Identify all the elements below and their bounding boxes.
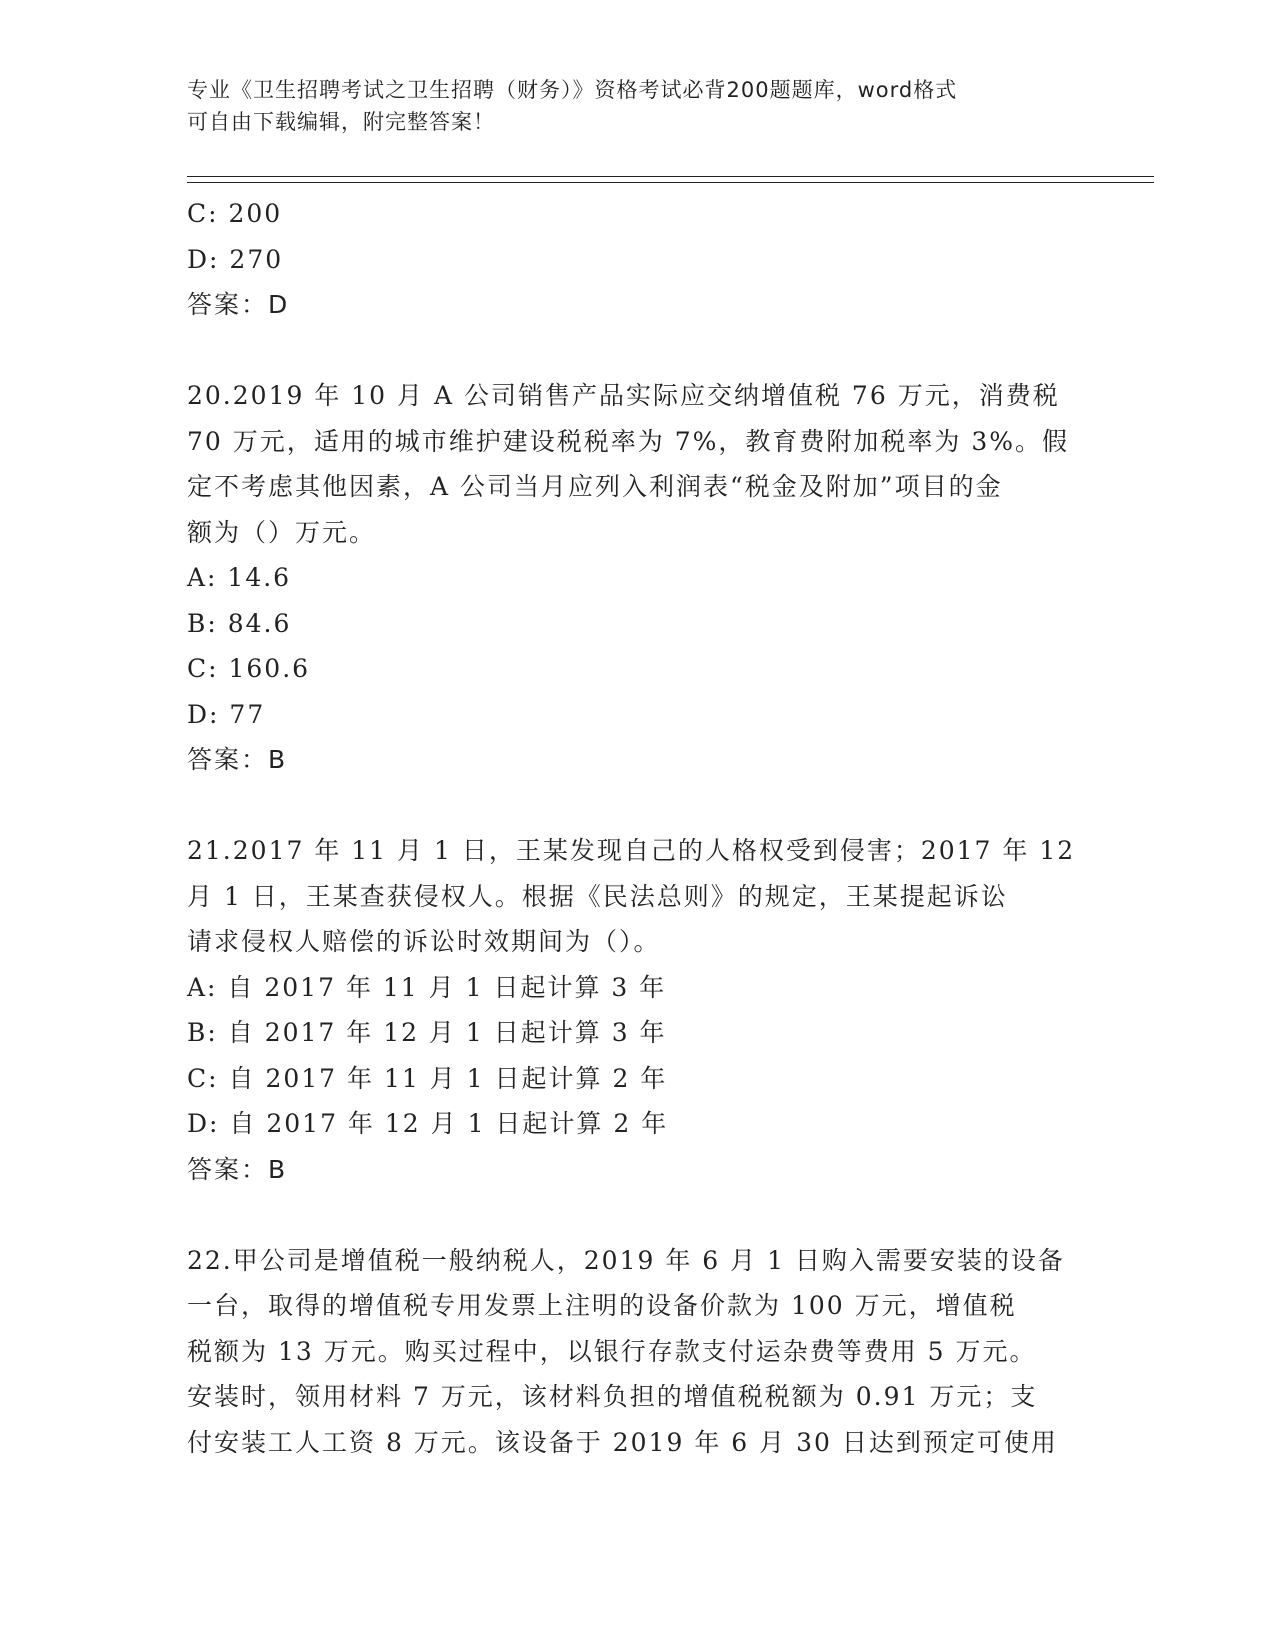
question-22 <box>187 1238 1087 1466</box>
option-b: B: 自 2017 年 12 月 1 日起计算 3 年 <box>187 1018 667 1047</box>
question-stem-line: 22.甲公司是增值税一般纳税人，2019 年 6 月 1 日购入需要安装的设备 <box>187 1245 1065 1275</box>
option-d: D: 77 <box>187 699 266 729</box>
header-line-1: 专业《卫生招聘考试之卫生招聘（财务）》资格考试必背200题题库，word格式 <box>187 78 958 102</box>
page-header <box>187 74 1087 138</box>
question-stem-line: 20.2019 年 10 月 A 公司销售产品实际应交纳增值税 76 万元，消费税 <box>187 381 1060 410</box>
question-stem-line: 定不考虑其他因素，A 公司当月应列入利润表“税金及附加”项目的金 <box>187 472 1003 501</box>
header-divider-bottom <box>187 182 1154 183</box>
option-a: A: 14.6 <box>187 563 292 592</box>
spacer <box>187 1192 1087 1238</box>
question-stem-line: 月 1 日，王某查获侵权人。根据《民法总则》的规定，王某提起诉讼 <box>187 881 1008 911</box>
option-c: C: 160.6 <box>187 654 311 683</box>
question-19-continuation <box>187 191 1087 328</box>
option-c: C: 200 <box>187 199 283 228</box>
answer-line: 答案：D <box>187 290 290 319</box>
header-divider-top <box>187 176 1154 177</box>
question-stem-line: 21.2017 年 11 月 1 日，王某发现自己的人格权受到侵害；2017 年 12 <box>187 836 1076 865</box>
question-stem-line: 安装时，领用材料 7 万元，该材料负担的增值税税额为 0.91 万元；支 <box>187 1382 1038 1411</box>
question-stem-line: 额为（）万元。 <box>187 517 377 547</box>
question-stem-line: 70 万元，适用的城市维护建设税税率为 7%，教育费附加税率为 3%。假 <box>187 426 1069 456</box>
option-d: D: 270 <box>187 244 284 274</box>
header-line-2: 可自由下载编辑，附完整答案！ <box>187 110 495 134</box>
option-b: B: 84.6 <box>187 608 292 638</box>
spacer <box>187 783 1087 829</box>
option-c: C: 自 2017 年 11 月 1 日起计算 2 年 <box>187 1063 668 1093</box>
question-20 <box>187 373 1087 783</box>
question-stem-line: 一台，取得的增值税专用发票上注明的设备价款为 100 万元，增值税 <box>187 1291 1017 1320</box>
question-stem-line: 付安装工人工资 8 万元。该设备于 2019 年 6 月 30 日达到预定可使用 <box>187 1427 1058 1457</box>
answer-line: 答案：B <box>187 745 288 774</box>
document-body <box>187 191 1087 1465</box>
answer-line: 答案：B <box>187 1154 288 1184</box>
question-21 <box>187 828 1087 1192</box>
option-d: D: 自 2017 年 12 月 1 日起计算 2 年 <box>187 1109 669 1138</box>
question-stem-line: 请求侵权人赔偿的诉讼时效期间为（）。 <box>187 927 661 956</box>
option-a: A: 自 2017 年 11 月 1 日起计算 3 年 <box>187 972 667 1002</box>
spacer <box>187 328 1087 374</box>
question-stem-line: 税额为 13 万元。购买过程中，以银行存款支付运杂费等费用 5 万元。 <box>187 1336 1037 1366</box>
